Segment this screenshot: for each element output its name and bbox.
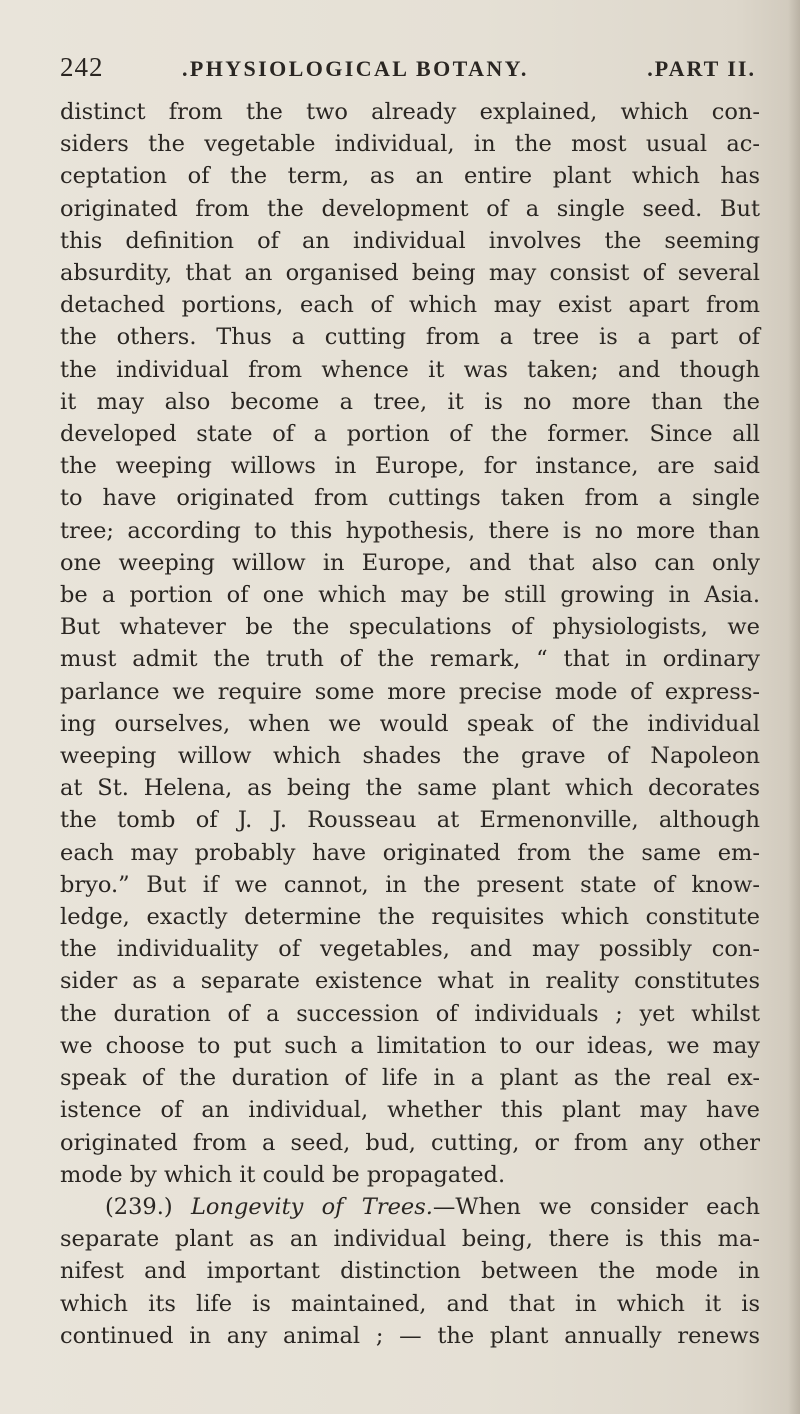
section-number: (239.): [105, 1193, 173, 1220]
text-line: each may probably have originated from the same em-: [60, 839, 760, 866]
section-title: Longevity of Trees.: [190, 1193, 433, 1220]
text-line: weeping willow which shades the grave of Napoleon: [60, 743, 760, 770]
text-line: ceptation of the term, as an entire plant which has: [60, 163, 760, 190]
text-line: ing ourselves, when we would speak of the individual: [60, 710, 760, 737]
text-line: the others. Thus a cutting from a tree is a part of: [60, 324, 760, 351]
text-line: originated from a seed, bud, cutting, or from any other: [60, 1129, 760, 1156]
text-line: continued in any animal ; — the plant annually renews: [60, 1322, 760, 1349]
text-line: nifest and important distinction between the mode in: [60, 1258, 760, 1285]
page-number: 242: [60, 52, 104, 82]
text-line: one weeping willow in Europe, and that also can only: [60, 549, 760, 576]
text-line: the weeping willows in Europe, for instance, are said: [60, 453, 760, 480]
text-line: siders the vegetable individual, in the most usual ac-: [60, 131, 760, 158]
text-line: absurdity, that an organised being may consist of several: [60, 260, 760, 287]
text-line: distinct from the two already explained, which con-: [60, 99, 760, 125]
section-first-line-text: When we consider each: [455, 1193, 760, 1220]
text-line: detached portions, each of which may exist apart from: [60, 292, 760, 319]
body-text: [60, 96, 760, 1352]
text-line: at St. Helena, as being the same plant which decorates: [60, 775, 760, 802]
text-line: which its life is maintained, and that in which it is: [60, 1290, 760, 1317]
text-line: the individuality of vegetables, and may possibly con-: [60, 936, 760, 963]
em-dash: —: [432, 1193, 456, 1220]
text-line: it may also become a tree, it is no more than the: [60, 388, 760, 415]
text-line: be a portion of one which may be still growing in Asia.: [60, 582, 760, 609]
text-line: to have originated from cuttings taken from a single: [60, 485, 760, 512]
section-heading-line: [60, 1191, 760, 1223]
text-line: tree; according to this hypothesis, there is no more than: [60, 517, 760, 544]
text-line: ledge, exactly determine the requisites which constitute: [60, 904, 760, 931]
text-line: this definition of an individual involves the seeming: [60, 227, 760, 254]
page-header: [60, 52, 770, 86]
part-label: .PART II.: [647, 56, 756, 81]
text-line: the individual from whence it was taken; and though: [60, 356, 760, 383]
text-line: speak of the duration of life in a plant as the real ex-: [60, 1065, 760, 1092]
text-line: the duration of a succession of individuals ; yet whilst: [60, 1000, 760, 1027]
text-line: originated from the development of a single seed. But: [60, 195, 760, 222]
text-line: parlance we require some more precise mode of express-: [60, 678, 760, 705]
text-line: istence of an individual, whether this plant may have: [60, 1097, 760, 1124]
text-line: we choose to put such a limitation to our ideas, we may: [60, 1032, 760, 1059]
page-edge-shadow: [788, 0, 800, 1414]
text-line: separate plant as an individual being, there is this ma-: [60, 1226, 760, 1253]
text-line: But whatever be the speculations of physiologists, we: [60, 614, 760, 641]
text-line: must admit the truth of the remark, “ that in ordinary: [60, 646, 760, 673]
paragraph-end-line: mode by which it could be propagated.: [60, 1161, 506, 1188]
running-title: .PHYSIOLOGICAL BOTANY.: [182, 56, 529, 81]
text-line: developed state of a portion of the former. Since all: [60, 421, 760, 448]
text-line: bryo.” But if we cannot, in the present state of know-: [60, 871, 760, 898]
text-line: the tomb of J. J. Rousseau at Ermenonville, although: [60, 807, 760, 834]
text-line: sider as a separate existence what in reality constitutes: [60, 968, 760, 995]
